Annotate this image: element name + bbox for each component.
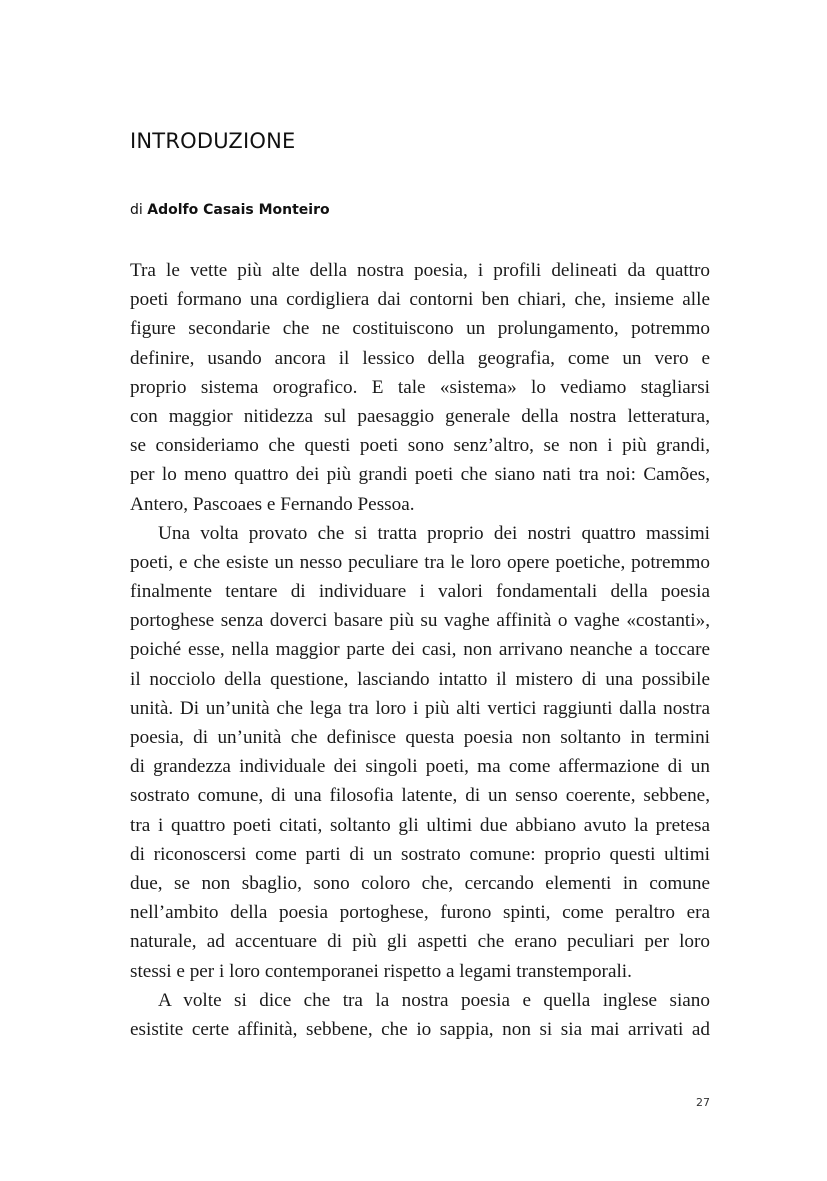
- byline: [130, 202, 330, 218]
- text-line: sostrato comune, di una filosofia latente, di un senso coerente, sebbene,: [130, 785, 710, 807]
- text-line: Una volta provato che si tratta proprio dei nostri quattro massimi: [158, 522, 710, 544]
- text-line: proprio sistema orografico. E tale «sistema» lo vediamo stagliarsi: [130, 376, 710, 398]
- text-line: il nocciolo della questione, lasciando intatto il mistero di una possibile: [130, 668, 710, 690]
- text-line: definire, usando ancora il lessico della geografia, come un vero e: [130, 347, 710, 369]
- text-line: portoghese senza doverci basare più su vaghe affinità o vaghe «costanti»,: [130, 610, 710, 632]
- text-line: di grandezza individuale dei singoli poeti, ma come affermazione di un: [130, 756, 710, 778]
- text-line: di riconoscersi come parti di un sostrato comune: proprio questi ultimi: [130, 843, 710, 865]
- byline-prefix: di: [130, 202, 148, 218]
- text-line: con maggior nitidezza sul paesaggio generale della nostra letteratura,: [130, 405, 710, 427]
- text-line: finalmente tentare di individuare i valori fondamentali della poesia: [130, 581, 710, 603]
- text-line: se consideriamo che questi poeti sono senz’altro, se non i più grandi,: [130, 435, 710, 457]
- text-line: stessi e per i loro contemporanei rispetto a legami transtemporali.: [130, 960, 632, 982]
- text-line: per lo meno quattro dei più grandi poeti che siano nati tra noi: Camões,: [130, 464, 710, 486]
- text-line: poeti, e che esiste un nesso peculiare tra le loro opere poetiche, potremmo: [130, 551, 710, 573]
- text-line: Tra le vette più alte della nostra poesia, i profili delineati da quattro: [130, 260, 710, 281]
- text-line: naturale, ad accentuare di più gli aspetti che erano peculiari per loro: [130, 931, 710, 953]
- text-line: tra i quattro poeti citati, soltanto gli ultimi due abbiano avuto la pretesa: [130, 814, 710, 836]
- text-line: poeti formano una cordigliera dai contorni ben chiari, che, insieme alle: [130, 289, 710, 311]
- byline-author: Adolfo Casais Monteiro: [147, 202, 330, 218]
- chapter-title: INTRODUZIONE: [130, 129, 296, 153]
- text-line: nell’ambito della poesia portoghese, furono spinti, come peraltro era: [130, 902, 710, 924]
- text-line: esistite certe affinità, sebbene, che io sappia, non si sia mai arrivati ad: [130, 1018, 710, 1040]
- text-line: poiché esse, nella maggior parte dei casi, non arrivano neanche a toccare: [130, 639, 710, 661]
- page-number: 27: [696, 1096, 710, 1109]
- text-line: due, se non sbaglio, sono coloro che, cercando elementi in comune: [130, 872, 710, 894]
- text-line: Antero, Pascoaes e Fernando Pessoa.: [130, 493, 415, 515]
- text-line: unità. Di un’unità che lega tra loro i più alti vertici raggiunti dalla nostra: [130, 697, 710, 719]
- text-line: figure secondarie che ne costituiscono un prolungamento, potremmo: [130, 318, 710, 340]
- body-text: [130, 256, 710, 1044]
- text-line: A volte si dice che tra la nostra poesia e quella inglese siano: [158, 989, 710, 1011]
- text-line: poesia, di un’unità che definisce questa poesia non soltanto in termini: [130, 727, 710, 748]
